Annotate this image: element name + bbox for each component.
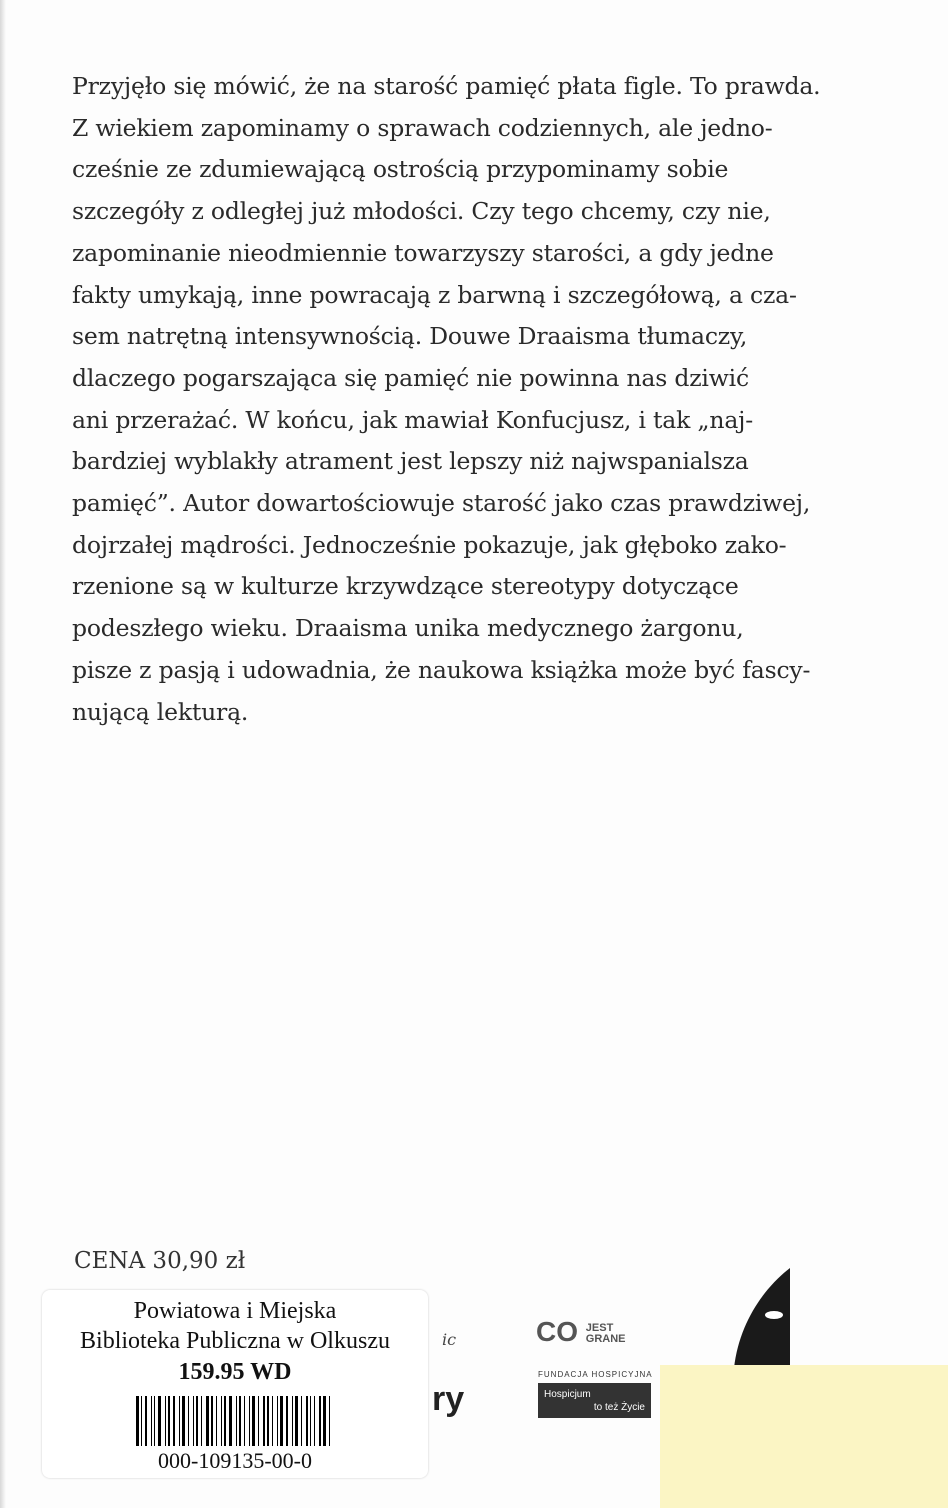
barcode-bar: [329, 1396, 330, 1446]
barcode-bar: [196, 1396, 198, 1446]
blurb-line: cześnie ze zdumiewającą ostrością przypominamy sobie: [72, 155, 729, 184]
sticky-note: [660, 1365, 948, 1508]
barcode-bar: [314, 1396, 315, 1446]
blurb-line: dlaczego pogarszająca się pamięć nie powinna nas dziwić: [72, 363, 749, 392]
barcode-bar: [165, 1396, 166, 1446]
barcode-bar: [252, 1396, 255, 1446]
blurb-line: pamięć”. Autor dowartościowuje starość jako czas prawdziwej,: [72, 489, 811, 518]
barcode-bar: [229, 1396, 232, 1446]
partial-text-ic: ic: [442, 1330, 457, 1349]
blurb-line: fakty umykają, inne powracają z barwną i szczegółową, a cza-: [72, 280, 797, 309]
blurb-line: nującą lekturą.: [72, 697, 249, 726]
barcode-bar: [272, 1396, 273, 1446]
library-sticker: [42, 1290, 428, 1478]
barcode-bar: [323, 1396, 326, 1446]
barcode-bar: [267, 1396, 269, 1446]
blurb-line: Przyjęło się mówić, że na starość pamięć płata figle. To prawda.: [72, 72, 821, 100]
barcode-bar: [158, 1396, 161, 1446]
barcode-bar: [244, 1396, 245, 1446]
barcode-bar: [188, 1396, 189, 1446]
barcode-bar: [306, 1396, 308, 1446]
blurb-line: pisze z pasją i udowadnia, że naukowa książka może być fascy-: [72, 655, 811, 684]
barcode-bar: [206, 1396, 209, 1446]
co-logo-small1: JEST: [585, 1321, 614, 1334]
library-code: 159.95 WD: [178, 1359, 292, 1385]
barcode-bar: [151, 1396, 152, 1446]
co-logo-small2: GRANE: [585, 1332, 626, 1345]
barcode-bar: [310, 1396, 311, 1446]
hospicjum-text: Hospicjum: [544, 1389, 591, 1400]
barcode-bar: [154, 1396, 155, 1446]
blurb-line: dojrzałej mądrości. Jednocześnie pokazuje, jak głęboko zako-: [72, 530, 787, 559]
library-name-line1: Powiatowa i Miejska: [133, 1298, 337, 1324]
barcode-bar: [295, 1396, 298, 1446]
barcode-bar: [211, 1396, 213, 1446]
blurb-line: sem natrętną intensywnością. Douwe Draaisma tłumaczy,: [72, 322, 748, 351]
barcode: [42, 1396, 428, 1446]
barcode-bar: [136, 1396, 139, 1446]
barcode-bar: [221, 1396, 222, 1446]
barcode-bar: [258, 1396, 259, 1446]
blurb-line: podeszłego wieku. Draaisma unika medycznego żargonu,: [72, 614, 744, 643]
hospicjum-logo: [538, 1383, 651, 1418]
publisher-logo-icon: [734, 1268, 792, 1368]
hospicjum-subtext: to też Życie: [593, 1402, 645, 1413]
blurb-line: rzenione są w kulturze krzywdzące stereotypy dotyczące: [72, 572, 739, 601]
barcode-bar: [292, 1396, 293, 1446]
scan-edge: [0, 0, 6, 1508]
barcode-number: 000-109135-00-0: [158, 1448, 312, 1473]
barcode-bar: [182, 1396, 185, 1446]
barcode-bar: [216, 1396, 217, 1446]
barcode-bar: [249, 1396, 250, 1446]
price: CENA 30,90 zł: [74, 1248, 246, 1274]
blurb-line: ani przerażać. W końcu, jak mawiał Konfucjusz, i tak „naj-: [72, 405, 753, 434]
barcode-bar: [224, 1396, 226, 1446]
barcode-bar: [201, 1396, 202, 1446]
barcode-bar: [301, 1396, 302, 1446]
back-cover-blurb: [72, 66, 892, 733]
barcode-bar: [179, 1396, 180, 1446]
fundacja-label: FUNDACJA HOSPICYJNA: [538, 1370, 653, 1379]
barcode-bar: [277, 1396, 278, 1446]
partial-text-ry: ry: [432, 1380, 465, 1418]
blurb-line: bardziej wyblakły atrament jest lepszy niż najwspanialsza: [72, 447, 749, 476]
barcode-bar: [319, 1396, 321, 1446]
barcode-bar: [280, 1396, 283, 1446]
barcode-bar: [145, 1396, 147, 1446]
barcode-bar: [239, 1396, 241, 1446]
blurb-line: zapominanie nieodmiennie towarzyszy starości, a gdy jedne: [72, 238, 774, 267]
barcode-bar: [173, 1396, 175, 1446]
barcode-bar: [193, 1396, 194, 1446]
co-logo-big: CO: [536, 1316, 578, 1347]
blurb-line: szczegóły z odległej już młodości. Czy tego chcemy, czy nie,: [72, 197, 771, 226]
library-name-line2: Biblioteka Publiczna w Olkuszu: [80, 1328, 390, 1354]
barcode-bar: [263, 1396, 265, 1446]
co-jest-grane-logo: [536, 1316, 626, 1348]
barcode-bar: [141, 1396, 142, 1446]
barcode-bar: [236, 1396, 237, 1446]
blurb-line: Z wiekiem zapominamy o sprawach codziennych, ale jedno-: [72, 113, 773, 142]
barcode-bar: [168, 1396, 170, 1446]
barcode-bar: [286, 1396, 288, 1446]
